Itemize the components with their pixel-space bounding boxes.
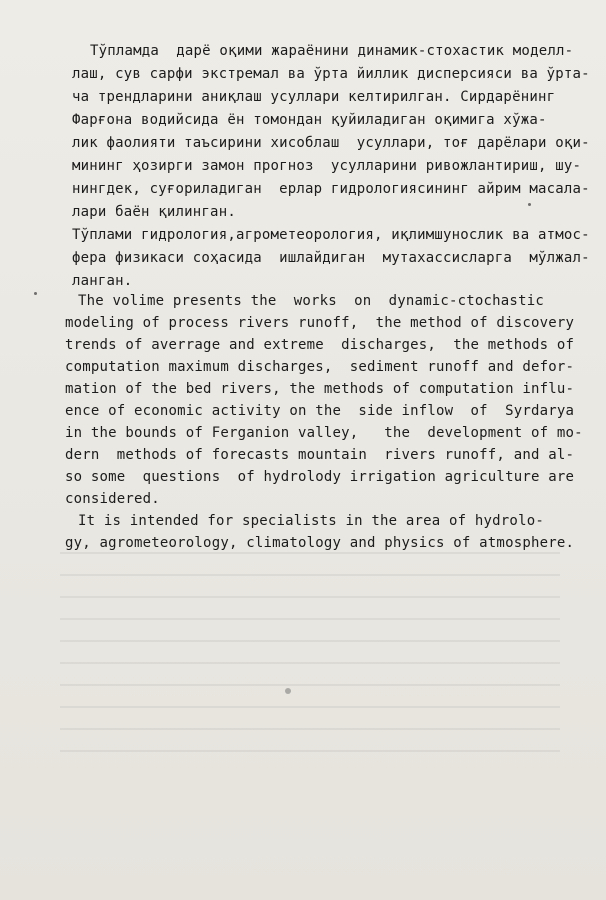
en-line: mation of the bed rivers, the methods of computation influ-	[65, 381, 575, 397]
en-line: It is intended for specialists in the area of hydrolo-	[78, 513, 544, 529]
ink-speck	[34, 292, 37, 295]
ink-speck	[285, 688, 291, 694]
en-line: gy, agrometeorology, climatology and physics of atmosphere.	[65, 535, 575, 551]
uz-line: Фарғона водийсида ён томондан қуйиладиган оқимига хўжа-	[72, 112, 547, 128]
uz-line: нингдек, суғориладиган ерлар гидрологиясининг айрим масала-	[72, 181, 590, 197]
uz-line: мининг ҳозирги замон прогноз усулларини ривожлантириш, шу-	[72, 158, 582, 174]
en-line: The volime presents the works on dynamic-ctochastic	[78, 293, 544, 309]
en-line: trends of averrage and extreme discharges, the methods of	[65, 337, 575, 353]
en-line: ence of economic activity on the side inflow of Syrdarya	[65, 403, 575, 419]
uz-line: лари баён қилинган.	[72, 204, 236, 220]
uz-line: ланган.	[72, 273, 133, 289]
en-line: computation maximum discharges, sediment runoff and defor-	[65, 359, 575, 375]
en-line: so some questions of hydrolody irrigation agriculture are	[65, 469, 575, 485]
uz-line: ча трендларини аниқлаш усуллари келтирилган. Сирдарёнинг	[72, 89, 556, 105]
en-line: dern methods of forecasts mountain rivers runoff, and al-	[65, 447, 575, 463]
bleed-through-text	[60, 540, 560, 770]
ink-speck	[528, 203, 531, 206]
uz-line: лик фаолияти таъсирини хисоблаш усуллари, тоғ дарёлари оқи-	[72, 135, 590, 151]
en-line: in the bounds of Ferganion valley, the development of mo-	[65, 425, 583, 441]
en-line: modeling of process rivers runoff, the method of discovery	[65, 315, 575, 331]
uz-line: лаш, сув сарфи экстремал ва ўрта йиллик дисперсияси ва ўрта-	[72, 66, 590, 82]
uz-line: Тўпламда дарё оқими жараёнини динамик-стохастик моделл-	[90, 43, 574, 59]
uz-line: Тўплами гидрология,агрометеорология, иқлимшунослик ва атмос-	[72, 227, 590, 243]
uz-line: фера физикаси соҳасида ишлайдиган мутахассисларга мўлжал-	[72, 250, 590, 266]
en-line: considered.	[65, 491, 160, 507]
